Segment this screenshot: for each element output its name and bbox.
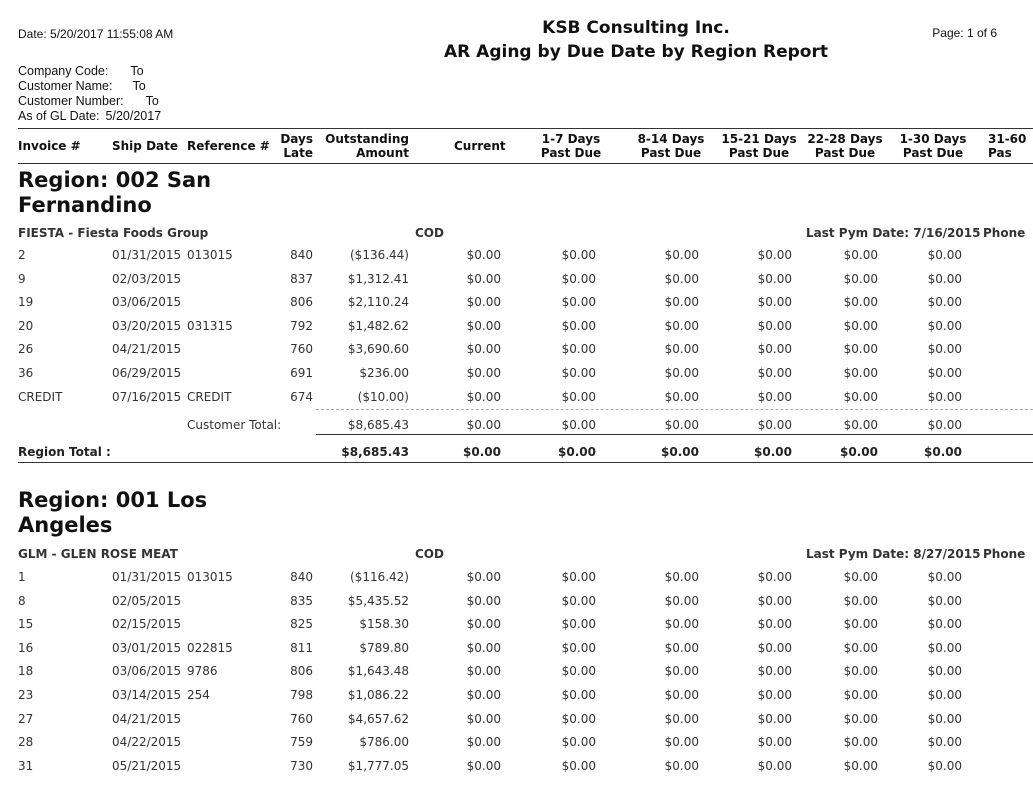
days-late: 691 xyxy=(290,366,313,380)
days-late: 792 xyxy=(290,318,313,333)
customer-total-row xyxy=(0,418,1033,438)
ship-date: 06/29/2015 xyxy=(112,366,182,380)
reference-number: 031315 xyxy=(187,318,233,333)
past-due-8-14: $0.00 xyxy=(664,688,699,702)
current-amount: $0.00 xyxy=(466,711,501,726)
current-amount: $0.00 xyxy=(466,271,501,286)
past-due-15-21: $0.00 xyxy=(757,617,792,632)
past-due-22-28: $0.00 xyxy=(843,248,878,262)
days-late: 759 xyxy=(290,735,313,750)
col-outstanding: Outstanding Amount xyxy=(325,132,409,160)
region-total-1-30: $0.00 xyxy=(924,445,962,459)
past-due-8-14: $0.00 xyxy=(664,366,699,380)
past-due-1-30: $0.00 xyxy=(927,366,962,380)
current-amount: $0.00 xyxy=(466,570,501,584)
customer-name: GLM - GLEN ROSE MEAT xyxy=(18,547,178,561)
outstanding-amount: $1,086.22 xyxy=(347,688,409,702)
past-due-8-14: $0.00 xyxy=(664,664,699,679)
col-current: Current xyxy=(454,139,506,153)
invoice-number: 18 xyxy=(18,664,34,679)
customer-name: FIESTA - Fiesta Foods Group xyxy=(18,226,209,240)
past-due-1-7: $0.00 xyxy=(561,593,596,608)
table-row xyxy=(0,688,1033,708)
past-due-1-30: $0.00 xyxy=(927,711,962,726)
ship-date: 03/06/2015 xyxy=(112,664,182,679)
current-amount: $0.00 xyxy=(466,318,501,333)
total-1-7: $0.00 xyxy=(561,418,596,432)
ship-date: 04/21/2015 xyxy=(112,342,182,357)
days-late: 840 xyxy=(290,248,313,262)
ship-date: 01/31/2015 xyxy=(112,570,182,584)
past-due-1-7: $0.00 xyxy=(561,342,596,357)
table-row xyxy=(0,319,1033,339)
past-due-8-14: $0.00 xyxy=(664,617,699,632)
reference-number: 254 xyxy=(187,688,210,702)
col-invoice: Invoice # xyxy=(18,139,81,153)
outstanding-amount: $1,643.48 xyxy=(347,664,409,679)
past-due-8-14: $0.00 xyxy=(664,389,699,404)
current-amount: $0.00 xyxy=(466,758,501,773)
current-amount: $0.00 xyxy=(466,248,501,262)
invoice-number: 9 xyxy=(18,271,26,286)
outstanding-amount: $158.30 xyxy=(359,617,409,632)
past-due-1-7: $0.00 xyxy=(561,248,596,262)
table-row xyxy=(0,617,1033,637)
region-total-1-7: $0.00 xyxy=(558,445,596,459)
past-due-22-28: $0.00 xyxy=(843,318,878,333)
outstanding-amount: $2,110.24 xyxy=(347,295,409,310)
past-due-22-28: $0.00 xyxy=(843,688,878,702)
region-total-label: Region Total : xyxy=(18,445,111,459)
invoice-number: 23 xyxy=(18,688,34,702)
param-customer-name: Customer Name: To xyxy=(18,79,146,93)
invoice-number: 31 xyxy=(18,758,34,773)
outstanding-amount: $236.00 xyxy=(359,366,409,380)
invoice-number: 19 xyxy=(18,295,34,310)
header-bottom-rule xyxy=(18,163,1033,164)
reference-number: 022815 xyxy=(187,640,233,655)
current-amount: $0.00 xyxy=(466,617,501,632)
past-due-1-7: $0.00 xyxy=(561,318,596,333)
current-amount: $0.00 xyxy=(466,389,501,404)
past-due-15-21: $0.00 xyxy=(757,735,792,750)
current-amount: $0.00 xyxy=(466,640,501,655)
region-total-8-14: $0.00 xyxy=(661,445,699,459)
past-due-8-14: $0.00 xyxy=(664,295,699,310)
col-8-14-days: 8-14 Days Past Due xyxy=(637,132,705,160)
col-reference: Reference # xyxy=(187,139,270,153)
past-due-1-30: $0.00 xyxy=(927,570,962,584)
table-row xyxy=(0,759,1033,779)
region-total-current: $0.00 xyxy=(463,445,501,459)
days-late: 760 xyxy=(290,342,313,357)
outstanding-amount: $1,482.62 xyxy=(347,318,409,333)
outstanding-amount: $1,777.05 xyxy=(347,758,409,773)
past-due-15-21: $0.00 xyxy=(757,640,792,655)
region-heading: Region: 002 San Fernandino xyxy=(18,168,212,217)
phone-label: Phone xyxy=(983,547,1026,561)
ship-date: 02/05/2015 xyxy=(112,593,182,608)
days-late: 806 xyxy=(290,295,313,310)
subtotal-separator xyxy=(316,409,1033,410)
table-row xyxy=(0,295,1033,315)
ship-date: 03/01/2015 xyxy=(112,640,182,655)
table-row xyxy=(0,248,1033,268)
past-due-8-14: $0.00 xyxy=(664,318,699,333)
total-current: $0.00 xyxy=(466,418,501,432)
past-due-15-21: $0.00 xyxy=(757,248,792,262)
past-due-1-30: $0.00 xyxy=(927,318,962,333)
past-due-8-14: $0.00 xyxy=(664,593,699,608)
past-due-1-30: $0.00 xyxy=(927,342,962,357)
past-due-1-30: $0.00 xyxy=(927,640,962,655)
total-22-28: $0.00 xyxy=(843,418,878,432)
param-customer-number: Customer Number: To xyxy=(18,94,159,108)
invoice-number: 36 xyxy=(18,366,34,380)
current-amount: $0.00 xyxy=(466,593,501,608)
region-total-22-28: $0.00 xyxy=(840,445,878,459)
past-due-8-14: $0.00 xyxy=(664,735,699,750)
invoice-number: 20 xyxy=(18,318,34,333)
current-amount: $0.00 xyxy=(466,342,501,357)
past-due-1-30: $0.00 xyxy=(927,688,962,702)
reference-number: 9786 xyxy=(187,664,218,679)
outstanding-amount: $786.00 xyxy=(359,735,409,750)
days-late: 811 xyxy=(290,640,313,655)
header-top-rule xyxy=(18,128,1033,129)
past-due-15-21: $0.00 xyxy=(757,342,792,357)
past-due-22-28: $0.00 xyxy=(843,271,878,286)
days-late: 840 xyxy=(290,570,313,584)
past-due-8-14: $0.00 xyxy=(664,711,699,726)
customer-total-amount: $8,685.43 xyxy=(347,418,409,432)
payment-terms: COD xyxy=(415,226,444,240)
report-date: Date: 5/20/2017 11:55:08 AM xyxy=(18,27,174,41)
ship-date: 03/20/2015 xyxy=(112,318,182,333)
reference-number: 013015 xyxy=(187,248,233,262)
past-due-15-21: $0.00 xyxy=(757,711,792,726)
invoice-number: CREDIT xyxy=(18,389,63,404)
ship-date: 03/14/2015 xyxy=(112,688,182,702)
total-1-30: $0.00 xyxy=(927,418,962,432)
days-late: 825 xyxy=(290,617,313,632)
table-row xyxy=(0,664,1033,684)
past-due-15-21: $0.00 xyxy=(757,593,792,608)
days-late: 837 xyxy=(290,271,313,286)
past-due-8-14: $0.00 xyxy=(664,570,699,584)
ship-date: 02/03/2015 xyxy=(112,271,182,286)
company-name: KSB Consulting Inc. xyxy=(542,18,730,38)
past-due-22-28: $0.00 xyxy=(843,389,878,404)
outstanding-amount: $789.80 xyxy=(359,640,409,655)
past-due-1-7: $0.00 xyxy=(561,640,596,655)
past-due-1-7: $0.00 xyxy=(561,711,596,726)
outstanding-amount: $4,657.62 xyxy=(347,711,409,726)
days-late: 835 xyxy=(290,593,313,608)
invoice-number: 27 xyxy=(18,711,34,726)
table-row xyxy=(0,272,1033,292)
col-15-21-days: 15-21 Days Past Due xyxy=(721,132,797,160)
ship-date: 05/21/2015 xyxy=(112,758,182,773)
past-due-1-30: $0.00 xyxy=(927,389,962,404)
outstanding-amount: ($116.42) xyxy=(350,570,409,584)
invoice-number: 2 xyxy=(18,248,26,262)
col-31-60-days: 31-60 Pas xyxy=(988,132,1027,160)
past-due-15-21: $0.00 xyxy=(757,758,792,773)
customer-total-label: Customer Total: xyxy=(187,418,282,432)
days-late: 806 xyxy=(290,664,313,679)
col-22-28-days: 22-28 Days Past Due xyxy=(807,132,883,160)
last-payment-date: Last Pym Date: 8/27/2015 xyxy=(806,547,981,561)
invoice-number: 16 xyxy=(18,640,34,655)
past-due-1-30: $0.00 xyxy=(927,664,962,679)
past-due-1-7: $0.00 xyxy=(561,758,596,773)
past-due-15-21: $0.00 xyxy=(757,570,792,584)
past-due-15-21: $0.00 xyxy=(757,366,792,380)
past-due-15-21: $0.00 xyxy=(757,389,792,404)
table-row xyxy=(0,594,1033,614)
col-1-30-days: 1-30 Days Past Due xyxy=(899,132,967,160)
last-payment-date: Last Pym Date: 7/16/2015 xyxy=(806,226,981,240)
total-15-21: $0.00 xyxy=(757,418,792,432)
past-due-15-21: $0.00 xyxy=(757,664,792,679)
past-due-8-14: $0.00 xyxy=(664,640,699,655)
table-row xyxy=(0,735,1033,755)
past-due-1-30: $0.00 xyxy=(927,271,962,286)
outstanding-amount: $5,435.52 xyxy=(347,593,409,608)
outstanding-amount: $1,312.41 xyxy=(347,271,409,286)
invoice-number: 28 xyxy=(18,735,34,750)
region-total-rule xyxy=(18,462,1033,463)
phone-label: Phone xyxy=(983,226,1026,240)
past-due-1-30: $0.00 xyxy=(927,735,962,750)
current-amount: $0.00 xyxy=(466,735,501,750)
ship-date: 03/06/2015 xyxy=(112,295,182,310)
page-indicator: Page: 1 of 6 xyxy=(932,26,997,40)
ship-date: 07/16/2015 xyxy=(112,389,182,404)
ship-date: 02/15/2015 xyxy=(112,617,182,632)
outstanding-amount: ($136.44) xyxy=(350,248,409,262)
past-due-1-30: $0.00 xyxy=(927,593,962,608)
col-ship-date: Ship Date xyxy=(112,139,178,153)
past-due-22-28: $0.00 xyxy=(843,570,878,584)
past-due-1-7: $0.00 xyxy=(561,271,596,286)
past-due-1-7: $0.00 xyxy=(561,389,596,404)
table-row xyxy=(0,712,1033,732)
region-total-amount: $8,685.43 xyxy=(341,445,409,459)
ship-date: 04/22/2015 xyxy=(112,735,182,750)
past-due-1-7: $0.00 xyxy=(561,617,596,632)
past-due-1-7: $0.00 xyxy=(561,295,596,310)
past-due-8-14: $0.00 xyxy=(664,758,699,773)
past-due-15-21: $0.00 xyxy=(757,295,792,310)
past-due-22-28: $0.00 xyxy=(843,711,878,726)
table-row xyxy=(0,342,1033,362)
past-due-1-7: $0.00 xyxy=(561,735,596,750)
table-row xyxy=(0,390,1033,410)
region-heading: Region: 001 Los Angeles xyxy=(18,488,208,537)
region-total-15-21: $0.00 xyxy=(754,445,792,459)
table-row xyxy=(0,366,1033,386)
invoice-number: 8 xyxy=(18,593,26,608)
table-row xyxy=(0,641,1033,661)
past-due-22-28: $0.00 xyxy=(843,366,878,380)
outstanding-amount: ($10.00) xyxy=(357,389,409,404)
invoice-number: 1 xyxy=(18,570,26,584)
past-due-1-7: $0.00 xyxy=(561,366,596,380)
past-due-1-7: $0.00 xyxy=(561,688,596,702)
days-late: 798 xyxy=(290,688,313,702)
past-due-1-30: $0.00 xyxy=(927,295,962,310)
col-1-7-days: 1-7 Days Past Due xyxy=(540,132,602,160)
past-due-8-14: $0.00 xyxy=(664,342,699,357)
current-amount: $0.00 xyxy=(466,366,501,380)
report-parameters xyxy=(18,64,161,124)
current-amount: $0.00 xyxy=(466,664,501,679)
past-due-22-28: $0.00 xyxy=(843,664,878,679)
past-due-1-30: $0.00 xyxy=(927,617,962,632)
past-due-22-28: $0.00 xyxy=(843,735,878,750)
past-due-22-28: $0.00 xyxy=(843,593,878,608)
past-due-15-21: $0.00 xyxy=(757,271,792,286)
col-days-late: Days Late xyxy=(280,132,313,160)
past-due-1-7: $0.00 xyxy=(561,664,596,679)
past-due-22-28: $0.00 xyxy=(843,617,878,632)
current-amount: $0.00 xyxy=(466,688,501,702)
reference-number: 013015 xyxy=(187,570,233,584)
past-due-15-21: $0.00 xyxy=(757,688,792,702)
ship-date: 04/21/2015 xyxy=(112,711,182,726)
table-row xyxy=(0,570,1033,590)
days-late: 760 xyxy=(290,711,313,726)
past-due-22-28: $0.00 xyxy=(843,640,878,655)
report-title: AR Aging by Due Date by Region Report xyxy=(444,42,828,62)
past-due-1-30: $0.00 xyxy=(927,248,962,262)
past-due-1-7: $0.00 xyxy=(561,570,596,584)
param-company-code: Company Code: To xyxy=(18,64,144,78)
past-due-22-28: $0.00 xyxy=(843,342,878,357)
invoice-number: 15 xyxy=(18,617,34,632)
reference-number: CREDIT xyxy=(187,389,232,404)
invoice-number: 26 xyxy=(18,342,34,357)
current-amount: $0.00 xyxy=(466,295,501,310)
payment-terms: COD xyxy=(415,547,444,561)
param-gl-date: As of GL Date: 5/20/2017 xyxy=(18,109,162,123)
past-due-8-14: $0.00 xyxy=(664,271,699,286)
days-late: 730 xyxy=(290,758,313,773)
days-late: 674 xyxy=(290,389,313,404)
customer-total-rule xyxy=(316,434,1033,435)
outstanding-amount: $3,690.60 xyxy=(347,342,409,357)
past-due-1-30: $0.00 xyxy=(927,758,962,773)
past-due-15-21: $0.00 xyxy=(757,318,792,333)
past-due-8-14: $0.00 xyxy=(664,248,699,262)
total-8-14: $0.00 xyxy=(664,418,699,432)
past-due-22-28: $0.00 xyxy=(843,295,878,310)
ship-date: 01/31/2015 xyxy=(112,248,182,262)
past-due-22-28: $0.00 xyxy=(843,758,878,773)
